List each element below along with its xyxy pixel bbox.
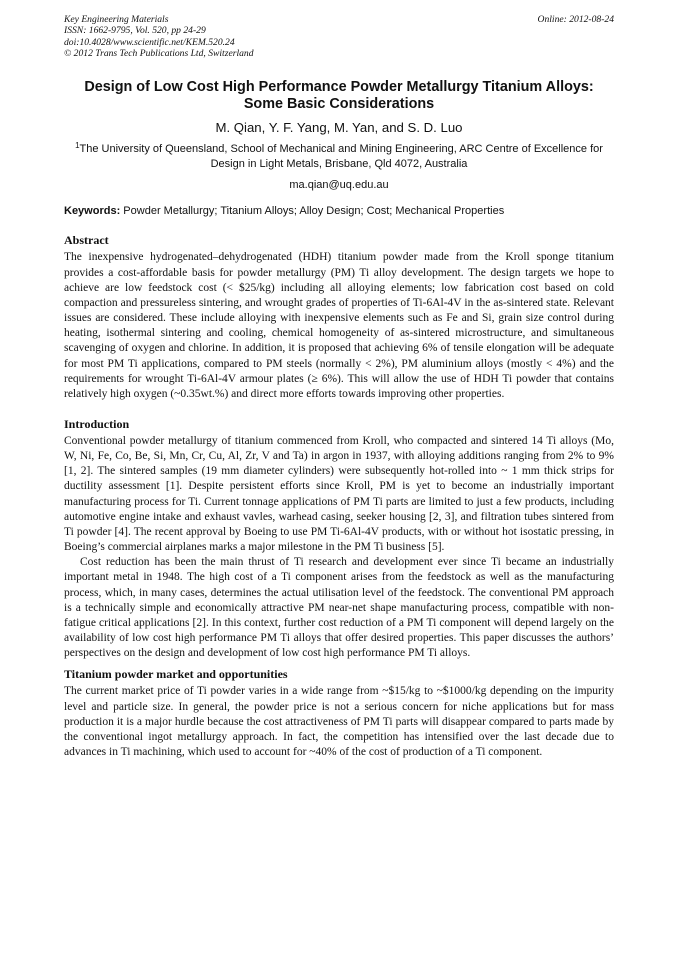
introduction-heading: Introduction [64, 417, 130, 431]
affiliation-marker: 1 [75, 141, 80, 151]
paper-page [64, 14, 614, 760]
online-date: Online: 2012-08-24 [537, 14, 614, 25]
introduction-paragraph-2: Cost reduction has been the main thrust of Ti research and development ever since Ti became an industrially important metal in 1948. The high cost of a Ti component arises from the feedstock as well as the manufacturing process, which, in many cases, determines the actual utilisation level of the feedstock. The conventional PM approach is a technically simple and economically attractive PM near-net shape manufacturing process, compatible with non-fatigue critical applications [2]. In this context, further cost reduction of a PM Ti component will depend largely on the availability of low cost high performance PM Ti alloys that offer desired properties. This paper discusses the authors’ perspectives on the design and development of low cost high performance PM Ti alloys. [64, 556, 614, 660]
affiliation-text: The University of Queensland, School of Mechanical and Mining Engineering, ARC Centre of Excellence for Design in Light Metals, Brisbane, Qld 4072, Australia [79, 143, 603, 171]
abstract-text: The inexpensive hydrogenated–dehydrogenated (HDH) titanium powder made from the Kroll sponge titanium provides a cost-affordable basis for powder metallurgy (PM) Ti alloy development. The design targets we hope to achieve are low feedstock cost (< $25/kg) including all alloying elements; low fabrication cost based on cold compaction and pressureless sintering, and wrought grades of properties of Ti-6Al-4V in the as-sintered state. Relevant issues are considered. These include alloying with inexpensive elements such as Fe and Si, grain size control during heating, isothermal sintering and cooling, chemical homogeneity of as-sintered microstructure, and simultaneous scavenging of oxygen and chlorine. In addition, it is proposed that achieving 6% of tensile elongation will be adequate for most PM Ti applications, compared to PM steels (normally < 2%), PM aluminium alloys (mostly < 4%) and the requirements for wrought Ti-6Al-4V armour plates (≥ 6%). This will allow the use of HDH Ti powder that contains relatively high oxygen (~0.35wt.%) and direct more efforts towards improving other properties. [64, 251, 614, 400]
journal-name: Key Engineering Materials [64, 14, 169, 25]
affiliation [64, 142, 614, 172]
copyright-line: © 2012 Trans Tech Publications Ltd, Switzerland [64, 48, 254, 60]
market-heading: Titanium powder market and opportunities [64, 667, 288, 682]
introduction-paragraph-1: Conventional powder metallurgy of titanium commenced from Kroll, who compacted and sintered 14 Ti alloys (Mo, W, Ni, Fe, Co, Be, Si, Mn, Cr, Cu, Al, Zr, V and Ta) in argon in 1937, with alloying additions ranging from 2% to 9% [1, 2]. The sintered samples (19 mm diameter cylinders) were subsequently hot-rolled into ~ 1 mm thick strips for ductility assessment [1]. Despite persistent efforts since Kroll, PM is yet to become an industrially important manufacturing process for Ti. Current tonnage applications of PM Ti parts are limited to just a few products, including automotive engine intake and exhaust vavles, warhead casing, seeker housing [2, 3], and filtration tubes sintered from Ti powder [4]. The recent approval by Boeing to use PM Ti-6Al-4V products, with or without hot isostatic pressing, in Boeing’s commercial airplanes marks a major milestone in the PM Ti business [5]. [64, 435, 614, 554]
market-paragraph-1: The current market price of Ti powder varies in a wide range from ~$15/kg to ~$1000/kg depending on the impurity level and particle size. In general, the powder price is not a serious concern for niche applications but for mass production it is a major hurdle because the cost attractiveness of PM Ti parts will disappear compared to parts made by the conventional ingot metallurgy approach. In fact, the competition has intensified over the last decade due to advances in Ti machining, which used to account for ~40% of the cost of production of a Ti component. [64, 685, 614, 758]
keywords-text: Powder Metallurgy; Titanium Alloys; Alloy Design; Cost; Mechanical Properties [120, 205, 505, 218]
issn-line: ISSN: 1662-9795, Vol. 520, pp 24-29 [64, 25, 206, 37]
journal-header [64, 14, 614, 60]
keywords [64, 204, 614, 218]
doi-line: doi:10.4028/www.scientific.net/KEM.520.24 [64, 36, 235, 48]
author-email: ma.qian@uq.edu.au [289, 179, 389, 192]
abstract-heading: Abstract [64, 233, 109, 248]
author-list: M. Qian, Y. F. Yang, M. Yan, and S. D. Luo [215, 120, 463, 136]
keywords-label: Keywords: [64, 205, 121, 218]
paper-title: Design of Low Cost High Performance Powder Metallurgy Titanium Alloys: Some Basic Considerations [84, 78, 594, 113]
